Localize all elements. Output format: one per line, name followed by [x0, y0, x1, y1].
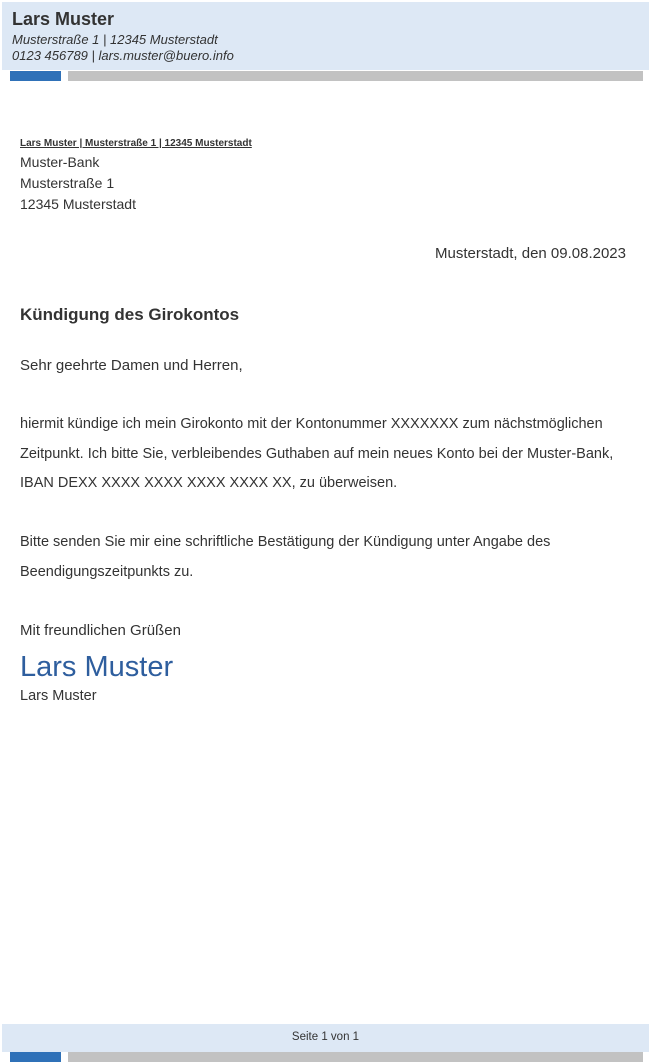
- recipient-city: 12345 Musterstadt: [20, 196, 136, 212]
- sender-address: Musterstraße 1 | 12345 Musterstadt: [12, 32, 218, 47]
- header-accent-bar: [10, 71, 61, 81]
- page-number: Seite 1 von 1: [291, 1031, 360, 1043]
- printed-name: Lars Muster: [20, 688, 97, 704]
- subject-line: Kündigung des Girokontos: [20, 305, 240, 324]
- closing-greeting: Mit freundlichen Grüßen: [20, 622, 181, 639]
- signature: Lars Muster: [20, 651, 174, 683]
- date-line: Musterstadt, den 09.08.2023: [435, 245, 626, 262]
- salutation: Sehr geehrte Damen und Herren,: [20, 357, 243, 374]
- recipient-name: Muster-Bank: [20, 154, 100, 170]
- body-paragraph: Bitte senden Sie mir eine schriftliche Bestätigung der Kündigung unter Angabe des Beendigungszeitpunkts zu.: [20, 534, 551, 580]
- sender-name: Lars Muster: [12, 9, 115, 29]
- header-divider-bar: [68, 71, 643, 81]
- body-paragraph: hiermit kündige ich mein Girokonto mit der Kontonummer XXXXXXX zum nächstmöglichen Zeitpunkt. Ich bitte Sie, verbleibendes Guthaben auf mein neues Konto bei der Muster-Bank, IBAN DEXX XXXX XXXX XXXX XXXX XX, zu überweisen.: [20, 416, 614, 491]
- recipient-street: Musterstraße 1: [20, 175, 115, 191]
- return-address: Lars Muster | Musterstraße 1 | 12345 Musterstadt: [20, 138, 252, 149]
- sender-contact: 0123 456789 | lars.muster@buero.info: [12, 48, 234, 63]
